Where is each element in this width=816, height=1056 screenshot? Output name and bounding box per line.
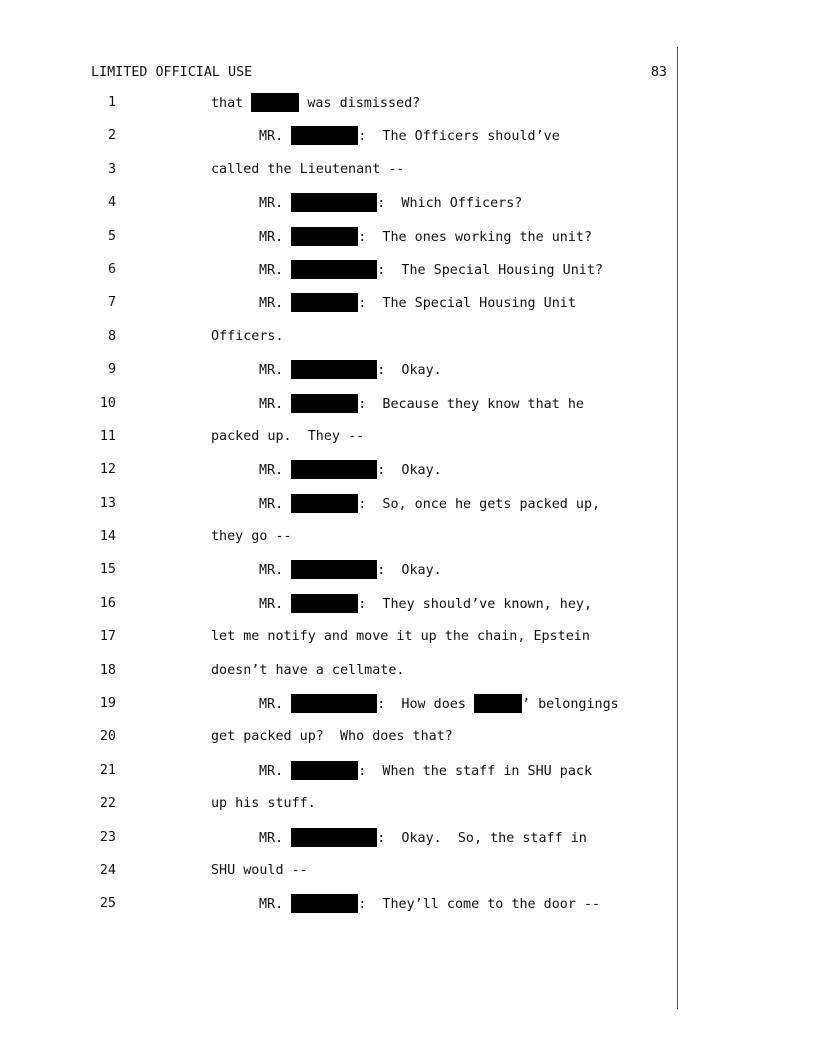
line-number: 10 bbox=[99, 395, 116, 411]
line-text: Officers. bbox=[211, 328, 284, 344]
transcript-line bbox=[0, 494, 816, 527]
classification-label: LIMITED OFFICIAL USE bbox=[91, 65, 253, 80]
transcript-body bbox=[0, 93, 816, 928]
line-text: MR. : The Special Housing Unit? bbox=[259, 260, 603, 281]
line-number: 14 bbox=[99, 529, 116, 545]
line-text: get packed up? Who does that? bbox=[211, 729, 453, 745]
redaction-box bbox=[291, 460, 377, 479]
transcript-line bbox=[0, 193, 816, 226]
transcript-line bbox=[0, 560, 816, 593]
line-text: packed up. They -- bbox=[211, 428, 365, 444]
line-text: that was dismissed? bbox=[211, 93, 420, 114]
redaction-box bbox=[291, 360, 377, 379]
line-number: 1 bbox=[107, 95, 116, 110]
line-number: 11 bbox=[99, 428, 116, 444]
line-number: 18 bbox=[99, 662, 116, 678]
line-number: 8 bbox=[107, 328, 116, 344]
transcript-line bbox=[0, 460, 816, 493]
line-number: 13 bbox=[99, 495, 116, 511]
line-number: 12 bbox=[99, 462, 116, 478]
transcript-line bbox=[0, 227, 816, 260]
line-number: 5 bbox=[107, 228, 116, 244]
line-number: 2 bbox=[107, 128, 116, 144]
line-number: 25 bbox=[99, 896, 116, 912]
transcript-line bbox=[0, 861, 816, 894]
line-text: MR. : So, once he gets packed up, bbox=[259, 494, 600, 515]
line-number: 24 bbox=[99, 862, 116, 878]
transcript-line bbox=[0, 661, 816, 694]
line-text: MR. : They should’ve known, hey, bbox=[259, 594, 592, 615]
line-number: 7 bbox=[107, 295, 116, 311]
line-text: MR. : Which Officers? bbox=[259, 193, 522, 214]
redaction-box bbox=[291, 227, 358, 246]
line-text: MR. : The Special Housing Unit bbox=[259, 293, 576, 314]
redaction-box bbox=[251, 93, 299, 112]
redaction-box bbox=[291, 761, 358, 780]
line-text: MR. : Okay. bbox=[259, 460, 442, 481]
redaction-box bbox=[291, 394, 358, 413]
transcript-line bbox=[0, 761, 816, 794]
transcript-line bbox=[0, 427, 816, 460]
line-number: 19 bbox=[99, 696, 116, 712]
transcript-line bbox=[0, 828, 816, 861]
line-text: let me notify and move it up the chain, Epstein bbox=[211, 629, 590, 645]
redaction-box bbox=[291, 828, 377, 847]
transcript-line bbox=[0, 93, 816, 126]
line-text: MR. : They’ll come to the door -- bbox=[259, 894, 600, 915]
redaction-box bbox=[291, 894, 358, 913]
line-text: MR. : Okay. bbox=[259, 360, 442, 381]
transcript-line bbox=[0, 160, 816, 193]
redaction-box bbox=[291, 260, 377, 279]
transcript-line bbox=[0, 694, 816, 727]
line-text: they go -- bbox=[211, 529, 292, 545]
line-text: MR. : Because they know that he bbox=[259, 394, 584, 415]
line-text: doesn’t have a cellmate. bbox=[211, 662, 405, 678]
line-text: MR. : Okay. bbox=[259, 560, 442, 581]
transcript-line bbox=[0, 293, 816, 326]
line-text: MR. : The ones working the unit? bbox=[259, 227, 592, 248]
redaction-box bbox=[291, 293, 358, 312]
transcript-line bbox=[0, 594, 816, 627]
transcript-line bbox=[0, 360, 816, 393]
redaction-box bbox=[291, 560, 377, 579]
line-number: 17 bbox=[99, 629, 116, 645]
line-number: 21 bbox=[99, 762, 116, 778]
line-number: 3 bbox=[107, 161, 116, 177]
line-text: MR. : When the staff in SHU pack bbox=[259, 761, 592, 782]
transcript-line bbox=[0, 527, 816, 560]
transcript-line bbox=[0, 727, 816, 760]
line-text: called the Lieutenant -- bbox=[211, 161, 405, 177]
line-text: MR. : How does ’ belongings bbox=[259, 694, 619, 715]
redaction-box bbox=[291, 126, 358, 145]
line-number: 4 bbox=[107, 195, 116, 211]
line-text: MR. : Okay. So, the staff in bbox=[259, 828, 587, 849]
transcript-line bbox=[0, 394, 816, 427]
transcript-line bbox=[0, 126, 816, 159]
page-number: 83 bbox=[650, 65, 667, 80]
line-number: 6 bbox=[107, 261, 116, 277]
page-header bbox=[91, 63, 667, 83]
transcript-line bbox=[0, 794, 816, 827]
line-text: SHU would -- bbox=[211, 862, 308, 878]
redaction-box bbox=[291, 594, 358, 613]
transcript-line bbox=[0, 627, 816, 660]
line-number: 9 bbox=[107, 362, 116, 378]
transcript-line bbox=[0, 327, 816, 360]
line-number: 20 bbox=[99, 729, 116, 745]
line-text: up his stuff. bbox=[211, 796, 316, 812]
line-number: 15 bbox=[99, 562, 116, 578]
line-text: MR. : The Officers should’ve bbox=[259, 126, 560, 147]
redaction-box bbox=[291, 694, 377, 713]
transcript-line bbox=[0, 894, 816, 927]
redaction-box bbox=[291, 193, 377, 212]
redaction-box bbox=[291, 494, 358, 513]
line-number: 16 bbox=[99, 595, 116, 611]
line-number: 23 bbox=[99, 829, 116, 845]
redaction-box bbox=[474, 694, 522, 713]
line-number: 22 bbox=[99, 796, 116, 812]
transcript-line bbox=[0, 260, 816, 293]
